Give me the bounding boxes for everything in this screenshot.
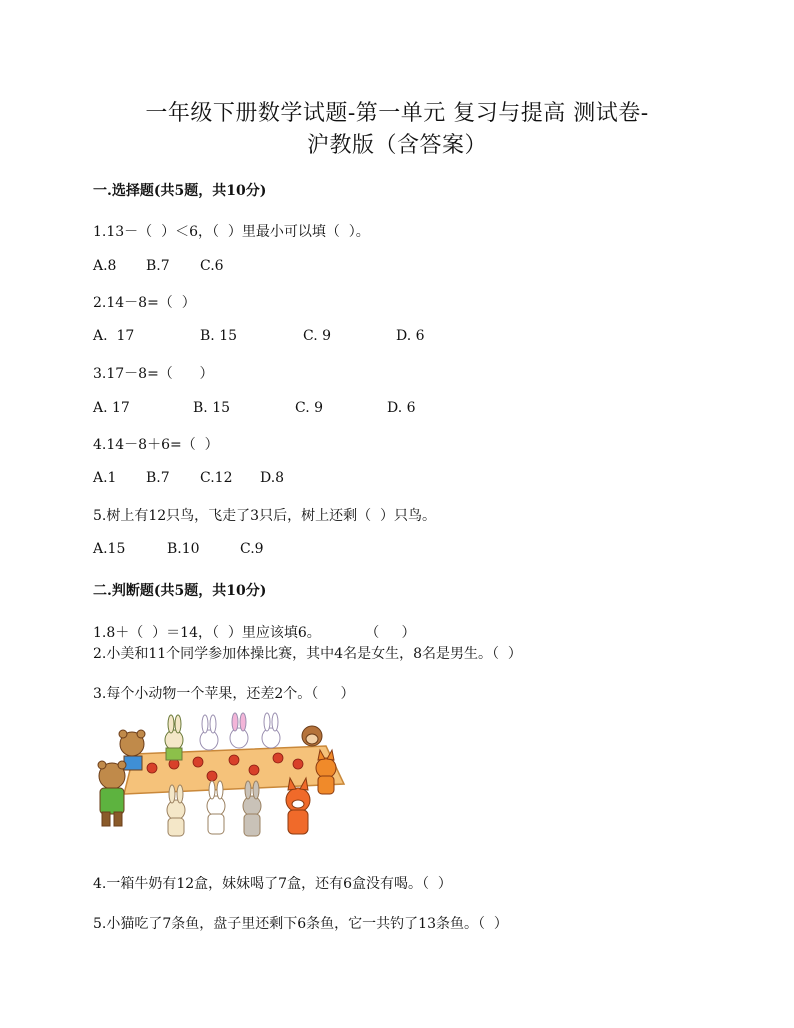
- section-heading-judgement: 二.判断题(共5题，共10分): [93, 583, 267, 599]
- option-c: C.12: [200, 470, 233, 486]
- option-d: D. 6: [396, 328, 425, 344]
- title-line-1: 一年级下册数学试题-第一单元 复习与提高 测试卷-: [145, 101, 649, 126]
- option-c: C.9: [240, 541, 264, 557]
- judge-question-4: 4.一箱牛奶有12盒，妹妹喝了7盒，还有6盒没有喝。（ ）: [93, 876, 452, 892]
- option-d: D. 6: [387, 400, 416, 416]
- judge-question-5: 5.小猫吃了7条鱼，盘子里还剩下6条鱼，它一共钓了13条鱼。（ ）: [93, 916, 508, 932]
- option-b: B. 15: [200, 328, 238, 344]
- option-a: A.1: [93, 470, 117, 486]
- option-c: C. 9: [295, 400, 324, 416]
- question-4: 4.14－8＋6=（ ）: [93, 437, 219, 453]
- option-a: A. 17: [93, 328, 135, 344]
- option-a: A. 17: [93, 400, 130, 416]
- question-1: 1.13－（ ）＜6，（ ）里最小可以填（ ）。: [93, 224, 370, 240]
- judge-question-1: 1.8＋（ ）＝14，（ ）里应该填6。 （ ）: [93, 625, 416, 641]
- judge-question-3: 3.每个小动物一个苹果，还差2个。（ ）: [93, 686, 355, 702]
- question-3: 3.17－8=（ ）: [93, 366, 214, 382]
- animals-table-illustration: [94, 712, 354, 840]
- option-b: B. 15: [193, 400, 231, 416]
- question-5: 5.树上有12只鸟，飞走了3只后，树上还剩（ ）只鸟。: [93, 508, 436, 524]
- option-c: C.6: [200, 258, 224, 274]
- option-d: D.8: [260, 470, 285, 486]
- option-b: B.7: [146, 470, 170, 486]
- judge-question-2: 2.小美和11个同学参加体操比赛，其中4名是女生，8名是男生。（ ）: [93, 646, 522, 662]
- option-c: C. 9: [303, 328, 332, 344]
- option-a: A.15: [93, 541, 126, 557]
- option-b: B.7: [146, 258, 170, 274]
- option-b: B.10: [167, 541, 200, 557]
- section-heading-choice: 一.选择题(共5题，共10分): [93, 183, 267, 199]
- title-line-2: 沪教版（含答案）: [306, 133, 487, 158]
- question-2: 2.14－8=（ ）: [93, 295, 196, 311]
- option-a: A.8: [93, 258, 117, 274]
